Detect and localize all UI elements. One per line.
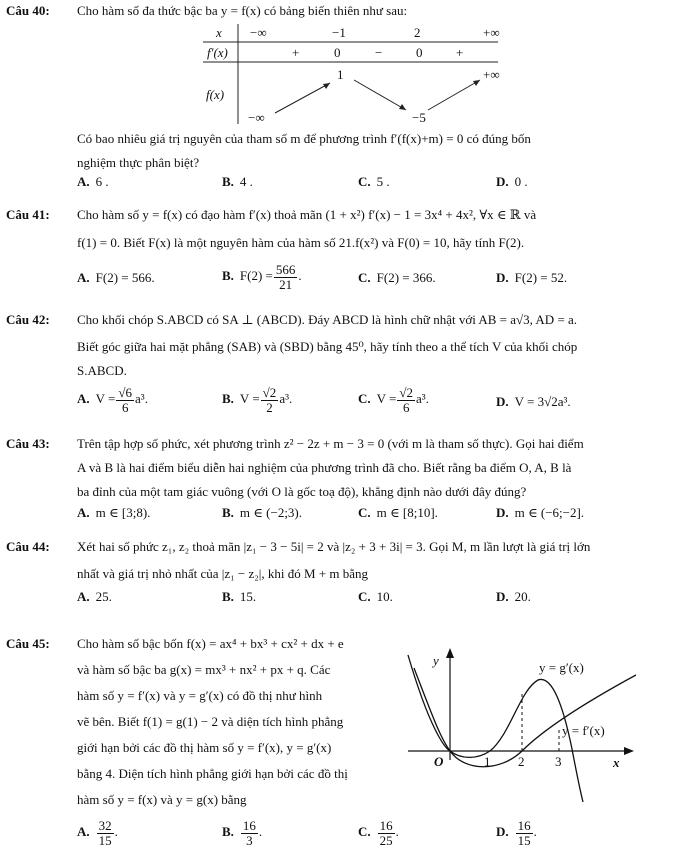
option-letter: B. <box>222 174 234 189</box>
fraction-numerator: 566 <box>275 262 296 277</box>
option-letter: C. <box>358 174 371 189</box>
option-letter: B. <box>222 824 234 840</box>
table-f-value: 1 <box>337 67 344 82</box>
option-text: V = <box>376 391 397 407</box>
graph-y-label: y <box>433 653 439 668</box>
fraction-numerator: √2 <box>399 385 414 400</box>
option-text: 25. <box>95 589 112 604</box>
table-x-value: −1 <box>332 25 346 40</box>
q44-line2: nhất và giá trị nhỏ nhất của |z₁ − z₂|, khi đó M + m bằng <box>77 566 369 581</box>
option-letter: B. <box>222 268 234 284</box>
q40-question-line1: Có bao nhiêu giá trị nguyên của tham số m để phương trình f′(f(x)+m) = 0 có đúng bốn <box>77 131 531 146</box>
table-fprime-sign: − <box>375 45 383 60</box>
q43-line3: ba đỉnh của một tam giác vuông (với O là gốc toạ độ), khẳng định nào dưới đây đúng? <box>77 484 527 499</box>
fraction-denominator: 2 <box>266 399 273 415</box>
graph-x-label: x <box>613 755 620 770</box>
fraction-numerator: 16 <box>242 818 256 833</box>
fraction-denominator: 15 <box>98 832 112 848</box>
option-letter: A. <box>77 174 90 189</box>
q45-line: vẽ bên. Biết f(1) = g(1) − 2 và diện tích hình phẳng <box>77 714 344 729</box>
q45-line: giới hạn bởi các đồ thị hàm số y = f′(x), y = g′(x) <box>77 740 332 755</box>
option-text: 5 . <box>376 174 390 189</box>
option-letter: A. <box>77 270 90 285</box>
q42-line2: Biết góc giữa hai mặt phẳng (SAB) và (SBD) bằng 45⁰, hãy tính theo a thể tích V của khối chóp <box>77 339 578 354</box>
table-fprime-sign: 0 <box>334 45 341 60</box>
q42-line3: S.ABCD. <box>77 363 127 378</box>
option-letter: C. <box>358 270 371 285</box>
fraction-numerator: √6 <box>118 385 133 400</box>
option-text: 20. <box>514 589 531 604</box>
table-fprime-header: f′(x) <box>207 45 228 60</box>
option-text: 4 . <box>239 174 253 189</box>
fraction <box>97 819 114 847</box>
table-fprime-sign: + <box>456 45 464 60</box>
option-text: 0 . <box>514 174 528 189</box>
option-letter: A. <box>77 589 90 604</box>
fraction-denominator: 15 <box>517 832 531 848</box>
option-letter: B. <box>222 589 234 604</box>
q40-label: Câu 40: <box>6 3 50 18</box>
fraction-numerator: √2 <box>262 385 277 400</box>
fraction-denominator: 21 <box>279 276 293 292</box>
q43-line1: Trên tập hợp số phức, xét phương trình z² − 2z + m − 3 = 0 (với m là tham số thực). Gọi hai điểm <box>77 436 584 451</box>
option-letter: C. <box>358 589 371 604</box>
q45-option-d[interactable]: D. $\frac{16}{15}$ . <box>496 818 537 848</box>
option-letter: B. <box>222 391 234 407</box>
option-letter: C. <box>358 824 371 840</box>
graph-tick-2: 2 <box>518 754 525 769</box>
graph-f-prime-label: y = f′(x) <box>562 723 605 738</box>
q43-line2: A và B là hai điểm biểu diễn hai nghiệm của phương trình đã cho. Biết rằng ba điểm O, A, B là <box>77 460 572 475</box>
option-text: V = <box>239 391 260 407</box>
q45-label: Câu 45: <box>6 636 50 651</box>
fraction <box>378 819 395 847</box>
table-x-value: 2 <box>414 25 421 40</box>
option-letter: C. <box>358 505 371 520</box>
q45-line: hàm số y = f′(x) và y = g′(x) có đồ thị như hình <box>77 688 323 703</box>
q45-line: Cho hàm số bậc bốn f(x) = ax⁴ + bx³ + cx² + dx + e <box>77 636 344 651</box>
option-letter: B. <box>222 505 234 520</box>
fraction-denominator: 6 <box>402 399 410 415</box>
q41-label: Câu 41: <box>6 207 50 222</box>
option-letter: D. <box>496 824 509 840</box>
q45-line: bằng 4. Diện tích hình phẳng giới hạn bởi các đồ thị <box>77 766 348 781</box>
table-f-header: f(x) <box>206 87 225 102</box>
q45-option-b[interactable]: B. $\frac{16}{3}$ . <box>222 818 263 848</box>
option-text-post: a³. <box>279 391 293 407</box>
table-f-value: −5 <box>412 110 426 125</box>
q40-question-line2: nghiệm thực phân biệt? <box>77 155 200 170</box>
option-text-post: a³. <box>135 391 148 407</box>
option-text-post: . <box>298 268 302 284</box>
q45-option-a[interactable]: A. $\frac{32}{15}$ . <box>77 818 118 848</box>
option-text: m ∈ [3;8). <box>95 505 151 520</box>
option-text: F(2) = 366. <box>376 270 436 285</box>
table-x-value: +∞ <box>483 25 500 40</box>
table-x-value: −∞ <box>250 25 267 40</box>
table-fprime-sign: + <box>292 45 300 60</box>
q41-line1: Cho hàm số y = f(x) có đạo hàm f′(x) thoả mãn (1 + x²) f′(x) − 1 = 3x⁴ + 4x², ∀x ∈ ℝ và <box>77 207 537 222</box>
graph-tick-1: 1 <box>484 754 491 769</box>
fraction-denominator: 3 <box>246 832 253 848</box>
fraction-denominator: 6 <box>121 399 129 415</box>
option-letter: A. <box>77 824 90 840</box>
q44-label: Câu 44: <box>6 539 50 554</box>
option-text: F(2) = <box>239 268 273 284</box>
graph-g-prime-label: y = g′(x) <box>539 660 584 675</box>
option-letter: D. <box>496 270 509 285</box>
q45-option-c[interactable]: C. $\frac{16}{25}$ . <box>358 818 399 848</box>
option-letter: D. <box>496 505 509 520</box>
table-fprime-sign: 0 <box>416 45 423 60</box>
option-text: m ∈ [8;10]. <box>376 505 438 520</box>
q41-line2: f(1) = 0. Biết F(x) là một nguyên hàm của hàm số 21.f(x²) và F(0) = 10, hãy tính F(2). <box>77 235 525 250</box>
fraction <box>241 819 258 847</box>
option-text: m ∈ (−2;3). <box>239 505 303 520</box>
q43-label: Câu 43: <box>6 436 50 451</box>
option-letter: A. <box>77 391 90 407</box>
option-letter: A. <box>77 505 90 520</box>
table-x-header: x <box>216 25 222 40</box>
q40-stem: Cho hàm số đa thức bậc ba y = f(x) có bảng biến thiên như sau: <box>77 3 408 18</box>
q42-label: Câu 42: <box>6 312 50 327</box>
fraction-numerator: 32 <box>98 818 112 833</box>
table-f-value: −∞ <box>248 110 265 125</box>
option-letter: C. <box>358 391 371 407</box>
fraction-numerator: 16 <box>517 818 531 833</box>
option-text: 15. <box>239 589 257 604</box>
q45-line: hàm số y = f(x) và y = g(x) bằng <box>77 792 247 807</box>
fraction <box>516 819 533 847</box>
q44-line1: Xét hai số phức z₁, z₂ thoả mãn |z₁ − 3 − 5i| = 2 và |z₂ + 3 + 3i| = 3. Gọi M, m lần lượt là giá trị lớn <box>77 539 591 554</box>
table-f-value: +∞ <box>483 67 500 82</box>
option-text: 10. <box>376 589 393 604</box>
option-text: F(2) = 566. <box>95 270 155 285</box>
option-text: F(2) = 52. <box>514 270 568 285</box>
q45-line: và hàm số bậc ba g(x) = mx³ + nx² + px + q. Các <box>77 662 331 677</box>
fraction-denominator: 25 <box>379 832 393 848</box>
q42-line1: Cho khối chóp S.ABCD có SA ⊥ (ABCD). Đáy ABCD là hình chữ nhật với AB = a√3, AD = a. <box>77 312 578 327</box>
option-text: V = <box>95 391 116 407</box>
option-letter: D. <box>496 394 509 409</box>
option-text-post: a³. <box>416 391 429 407</box>
option-text: V = 3√2a³. <box>514 394 571 409</box>
graph-tick-3: 3 <box>555 754 562 769</box>
option-letter: D. <box>496 174 509 189</box>
option-text: 6 . <box>95 174 109 189</box>
fraction-numerator: 16 <box>379 818 393 833</box>
option-text: m ∈ (−6;−2]. <box>514 505 585 520</box>
graph-origin-label: O <box>434 754 444 769</box>
option-letter: D. <box>496 589 509 604</box>
